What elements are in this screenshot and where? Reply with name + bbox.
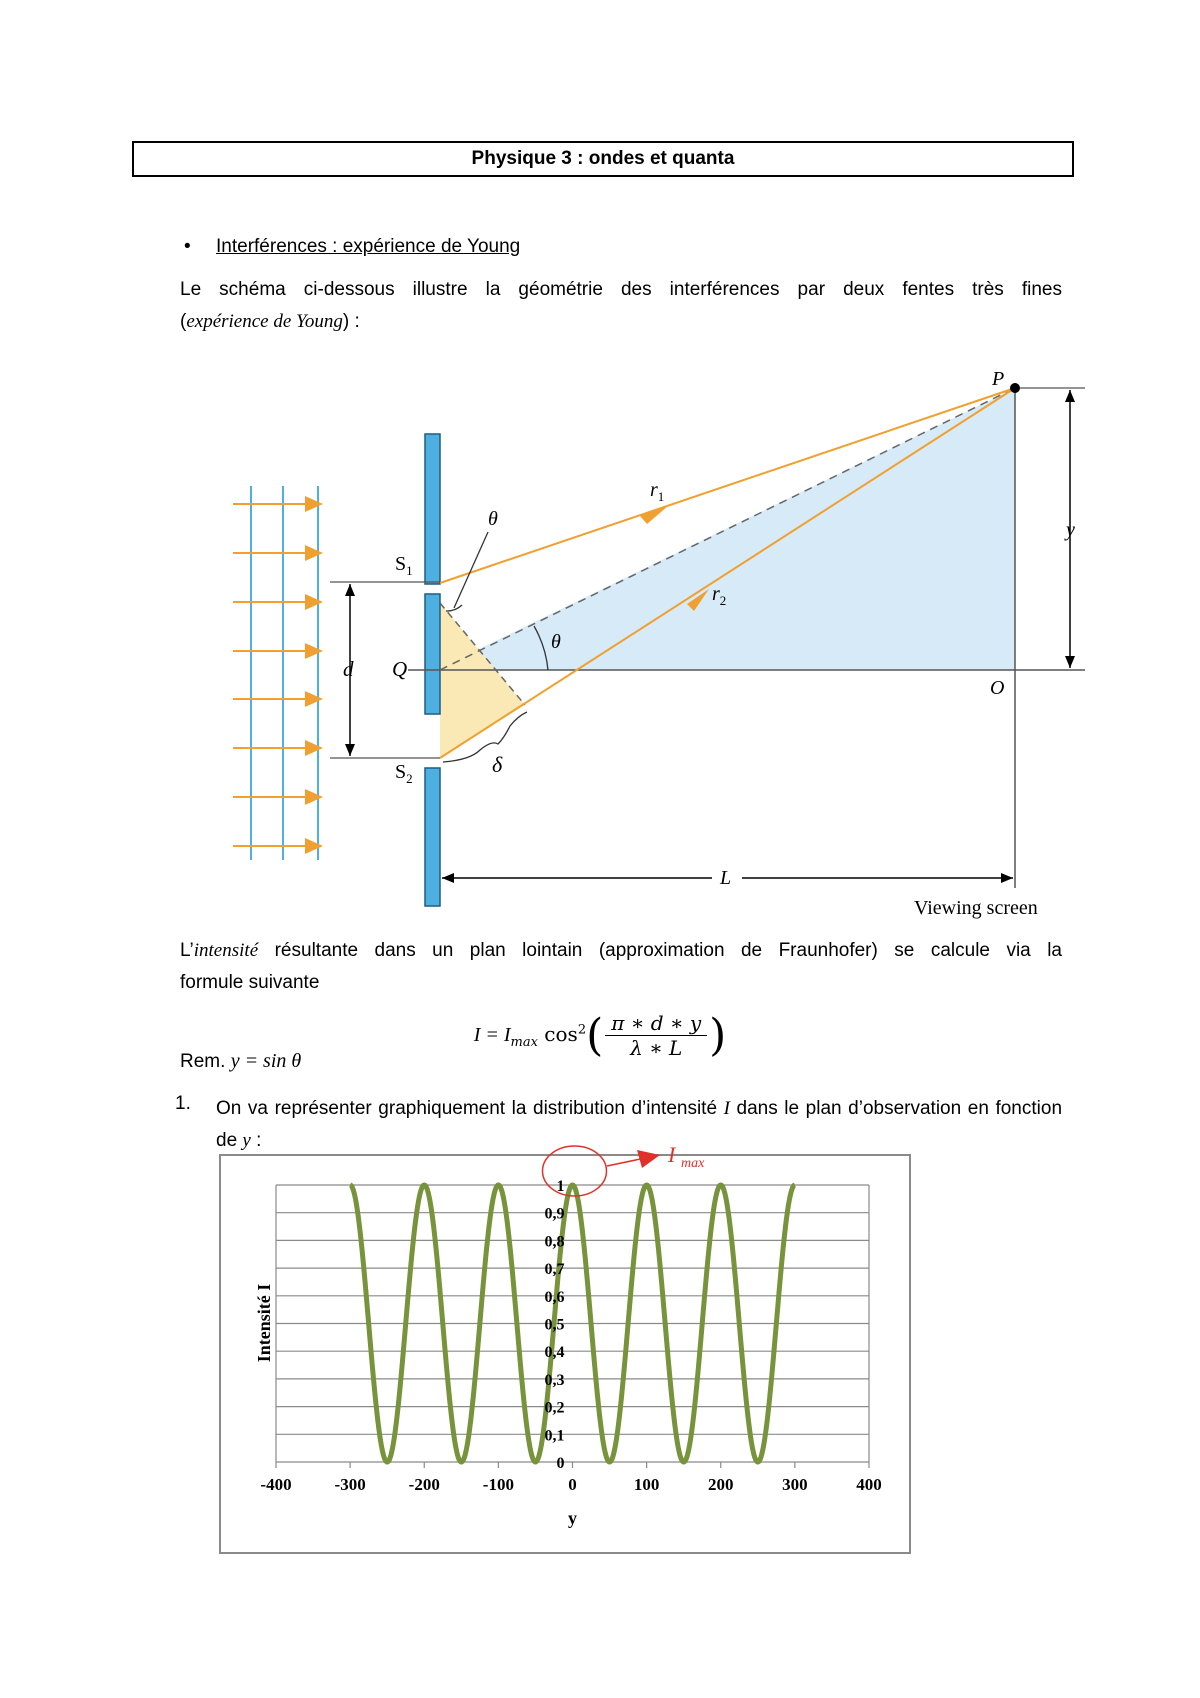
imax-label: I — [668, 1142, 676, 1167]
y-tick-label: 1 — [556, 1178, 565, 1195]
x-tick-label: 300 — [782, 1475, 808, 1494]
y-tick-label: 0,3 — [544, 1371, 565, 1389]
imax-subscript: max — [681, 1156, 705, 1171]
intensity-italic: intensité — [193, 940, 259, 961]
x-tick-label: 0 — [568, 1475, 577, 1494]
label-r1: $r_1$ — [650, 479, 665, 504]
x-tick-label: 400 — [856, 1475, 882, 1494]
viewing-screen-caption: Viewing screen — [914, 897, 1038, 919]
y-tick-label: 0,8 — [544, 1233, 565, 1251]
label-l: L — [720, 867, 732, 889]
remark: Rem. y = sin θ — [180, 1050, 302, 1072]
y-axis-title: Intensité I — [254, 1283, 274, 1363]
y-tick-label: 0,2 — [544, 1399, 565, 1417]
label-theta-mid: θ — [551, 631, 561, 653]
x-tick-label: -400 — [260, 1475, 292, 1494]
y-tick-label: 0,4 — [544, 1344, 565, 1362]
label-s2: $S_2$ — [395, 761, 413, 786]
y-tick-label: 0,6 — [544, 1288, 565, 1306]
label-s1: $S_1$ — [395, 553, 413, 578]
y-tick-label: 0,9 — [544, 1205, 565, 1223]
x-tick-label: -200 — [408, 1475, 440, 1494]
question-text: On va représenter graphiquement la distribution d’intensité I dans le plan d’observation en fonction de y : — [216, 1098, 1063, 1151]
y-tick-label: 0,5 — [544, 1316, 565, 1334]
label-y: y — [1066, 519, 1075, 541]
intro-line2: (expérience de Young) : — [180, 311, 360, 332]
label-q: Q — [392, 657, 408, 681]
imax-arrow-head — [637, 1150, 660, 1168]
intensity-line1: L’intensité résultante dans un plan lointain (approximation de Fraunhofer) se calcule via la — [180, 940, 1062, 961]
label-delta: δ — [492, 752, 503, 777]
intensity-line2: formule suivante — [180, 972, 320, 993]
x-axis-title: y — [568, 1508, 577, 1528]
intro-italic: expérience de Young — [186, 311, 343, 332]
section-title: Interférences : expérience de Young — [216, 236, 521, 257]
y-tick-label: 0,7 — [544, 1261, 565, 1279]
x-tick-label: 100 — [633, 1475, 660, 1494]
bullet-marker: • — [184, 236, 191, 257]
header-title: Physique 3 : ondes et quanta — [471, 148, 735, 169]
label-p: P — [992, 368, 1005, 390]
label-theta-top: θ — [488, 508, 498, 530]
x-tick-label: -100 — [482, 1475, 514, 1494]
label-r2: $r_2$ — [712, 583, 727, 608]
x-tick-label: 200 — [708, 1475, 734, 1494]
label-d: d — [343, 657, 354, 681]
y-tick-label: 0 — [556, 1455, 565, 1472]
intro-line1: Le schéma ci-dessous illustre la géométrie des interférences par deux fentes très fines — [180, 279, 1062, 300]
label-o: O — [990, 677, 1005, 699]
x-tick-label: -300 — [334, 1475, 366, 1494]
question-number: 1. — [175, 1093, 191, 1114]
intensity-formula: $I = I_{max}$ $\cos^2$( $\frac{\pi ∗ d ∗ y}{\lambda ∗ L}$ ) — [473, 1010, 727, 1061]
y-tick-label: 0,1 — [544, 1427, 565, 1445]
